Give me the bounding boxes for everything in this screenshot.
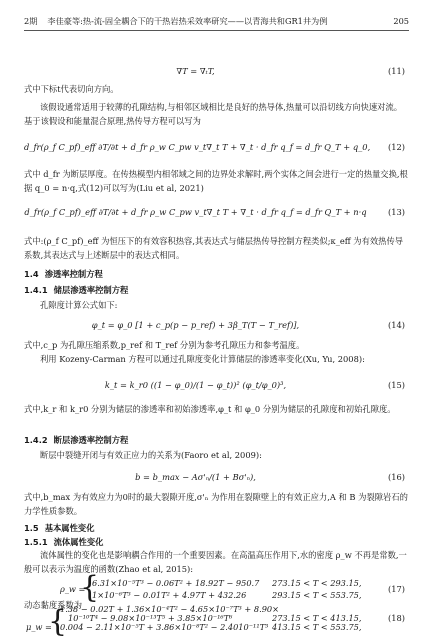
- running-header: [24, 14, 409, 28]
- section-1-4-1-title: 储层渗透率控制方程: [53, 285, 129, 295]
- paragraph-10: 式中,b_max 为有效应力为0时的最大裂隙开度,σ'ₙ 为作用在裂隙壁上的有效正应力,A 和 B 为裂隙岩石的力学性质参数。: [24, 492, 408, 516]
- equation-18-condition-2: 413.15 < T < 553.75,: [272, 622, 362, 632]
- equation-17-brace: {: [80, 570, 100, 605]
- issue-number: 2期: [24, 15, 38, 26]
- equation-16-number: (16): [387, 472, 405, 482]
- paragraph-11: 流体属性的变化也是影响耦合作用的一个重要因素。在高温高压作用下,水的密度 ρ_w 不再是常数,一般可以表示为温度的函数(Zhao et al, 2015):: [24, 550, 407, 574]
- section-1-4-2-heading: [24, 434, 128, 446]
- running-title: 李佳豪等:热-流-固全耦合下的干热岩热采效率研究——以青海共和GR1井为例: [47, 15, 328, 26]
- equation-11: [0, 66, 427, 80]
- section-1-5-1-title: 流体属性变化: [53, 537, 104, 547]
- equation-15-number: (15): [387, 380, 405, 390]
- equation-18-case-1b: 10⁻¹⁰T⁴ − 9.08×10⁻¹³T⁵ + 3.85×10⁻¹⁶T⁶: [68, 613, 233, 623]
- equation-17-case-2: 1×10⁻⁶T³ − 0.01T² + 4.97T + 432.26: [92, 590, 247, 600]
- equation-12-body: d_fr(ρ_f C_pf)_eff ∂T/∂t + d_fr ρ_w C_pw v_t∇_t T + ∇_t · d_fr q_f = d_fr Q_T + q_0,: [24, 142, 371, 152]
- equation-13-body: d_fr(ρ_f C_pf)_eff ∂T/∂t + d_fr ρ_w C_pw v_t∇_t T + ∇_t · d_fr q_f = d_fr Q_T + n·q: [24, 207, 367, 217]
- section-1-4-title: 渗透率控制方程: [44, 269, 103, 279]
- paragraph-6: 式中,c_p 为孔隙压缩系数,p_ref 和 T_ref 分别为参考孔隙压力和参考温度。: [24, 340, 305, 350]
- equation-15: [0, 380, 427, 394]
- equation-14-body: φ_t = φ_0 [1 + c_p(p − p_ref) + 3β_T(T − T_ref)],: [91, 320, 300, 330]
- equation-17-number: (17): [387, 584, 405, 594]
- equation-16-body: b = b_max − Aσ'ₙ/(1 + Bσ'ₙ),: [135, 472, 256, 482]
- section-1-4-1-heading: [24, 284, 128, 296]
- equation-16: [0, 472, 427, 486]
- equation-11-body: ∇T = ∇ₜT,: [176, 66, 215, 76]
- section-1-4-1-number: 1.4.1: [24, 285, 48, 295]
- equation-12-number: (12): [387, 142, 405, 152]
- paragraph-12: 动态黏度系数为: [24, 600, 83, 610]
- paragraph-1: 式中下标t代表切向方向。: [24, 84, 119, 94]
- section-1-5-1-number: 1.5.1: [24, 537, 48, 547]
- equation-14-number: (14): [387, 320, 405, 330]
- paragraph-3: 式中 d_fr 为断层厚度。在传热模型内相邻域之间的边界处求解时,两个实体之间会进行一定的热量交换,根据 q_0 = n·q,式(12)可以写为(Liu et al, 2021): [24, 169, 408, 193]
- section-1-5-1-heading: [24, 536, 103, 548]
- equation-15-body: k_t = k_r0 ((1 − φ_0)/(1 − φ_t))² (φ_t/φ_0)³,: [104, 380, 287, 390]
- equation-17-lhs: ρ_w =: [60, 584, 86, 594]
- section-1-4-number: 1.4: [24, 269, 39, 279]
- equation-13-number: (13): [387, 207, 405, 217]
- section-1-4-2-number: 1.4.2: [24, 435, 48, 445]
- section-1-5-heading: [24, 522, 95, 534]
- equation-12: [0, 142, 427, 156]
- equation-18-case-1a: 1.38 − 0.02T + 1.36×10⁻⁴T² − 4.65×10⁻⁷T³ + 8.90×: [60, 604, 279, 614]
- section-1-4-2-title: 断层渗透率控制方程: [53, 435, 129, 445]
- paragraph-7: 利用 Kozeny-Carman 方程可以通过孔隙度变化计算储层的渗透率变化(Xu, Yu, 2008):: [40, 354, 365, 364]
- paragraph-2: 该假设通常适用于较薄的孔隙结构,与相邻区域相比是良好的热导体,热量可以沿切线方向快速对流。基于该假设和能量混合原理,热传导方程可以写为: [24, 102, 403, 126]
- equation-17-condition-1: 273.15 < T < 293.15,: [272, 578, 362, 588]
- equation-13: [0, 207, 427, 221]
- equation-18-condition-1: 273.15 < T < 413.15,: [272, 613, 362, 623]
- equation-18-lhs: μ_w =: [26, 622, 52, 632]
- equation-18-brace: {: [48, 604, 68, 639]
- paragraph-4: 式中:(ρ_f C_pf)_eff 为恒压下的有效容积热容,其表达式与储层热传导控制方程类似;κ_eff 为有效热传导系数,其表达式与上述断层中的表达式相同。: [24, 236, 404, 260]
- equation-18-number: (18): [387, 613, 405, 623]
- equation-17-case-1: 6.31×10⁻⁵T³ − 0.06T² + 18.92T − 950.7: [92, 578, 260, 588]
- section-1-5-title: 基本属性变化: [44, 523, 95, 533]
- section-1-4-heading: [24, 268, 103, 280]
- header-rule: [24, 30, 409, 31]
- paragraph-5: 孔隙度计算公式如下:: [40, 300, 118, 310]
- equation-17-condition-2: 293.15 < T < 553.75,: [272, 590, 362, 600]
- paragraph-8: 式中,k_r 和 k_r0 分别为储层的渗透率和初始渗透率,φ_t 和 φ_0 分别为储层的孔隙度和初始孔隙度。: [24, 404, 396, 414]
- equation-18-case-2: 0.004 − 2.11×10⁻⁵T + 3.86×10⁻⁸T² − 2.4010⁻¹¹T³: [60, 622, 269, 632]
- section-1-5-number: 1.5: [24, 523, 39, 533]
- paragraph-9: 断层中裂缝开闭与有效正应力的关系为(Faoro et al, 2009):: [40, 450, 262, 460]
- equation-11-number: (11): [387, 66, 405, 76]
- equation-14: [0, 320, 427, 334]
- page-number: 205: [393, 16, 409, 26]
